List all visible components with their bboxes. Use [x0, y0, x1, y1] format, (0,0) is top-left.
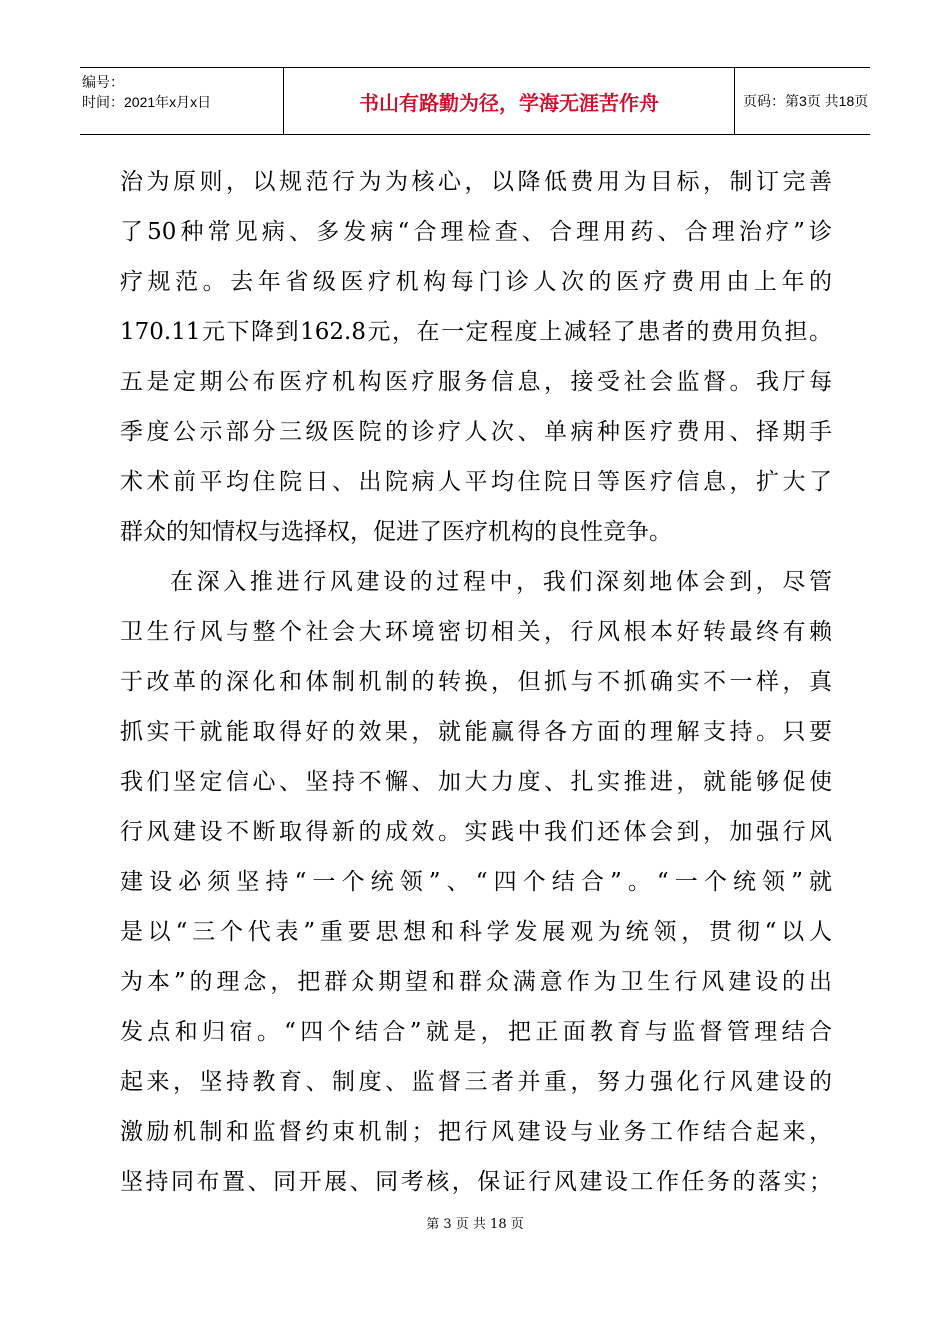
text-line: 170.11元下降到162.8元，在一定程度上减轻了患者的费用负担。 — [120, 319, 832, 345]
text-line: 五是定期公布医疗机构医疗服务信息，接受社会监督。我厅每 — [120, 369, 832, 395]
text-line: 为本”的理念，把群众期望和群众满意作为卫生行风建设的出 — [120, 969, 832, 995]
document-number-label: 编号： — [82, 74, 124, 90]
text-line: 坚持同布置、同开展、同考核，保证行风建设工作任务的落实； — [120, 1169, 832, 1195]
header-motto: 书山有路勤为径，学海无涯苦作舟 — [359, 90, 659, 115]
document-body — [120, 157, 832, 1207]
text-line: 我们坚定信心、坚持不懈、加大力度、扎实推进，就能够促使 — [120, 769, 832, 795]
text-line: 抓实干就能取得好的效果，就能赢得各方面的理解支持。只要 — [120, 719, 832, 745]
text-line: 激励机制和监督约束机制；把行风建设与业务工作结合起来， — [120, 1119, 832, 1145]
text-line: 发点和归宿。“四个结合”就是，把正面教育与监督管理结合 — [120, 1019, 832, 1045]
text-line: 季度公示部分三级医院的诊疗人次、单病种医疗费用、择期手 — [120, 419, 832, 445]
text-line: 在深入推进行风建设的过程中，我们深刻地体会到，尽管 — [170, 569, 832, 595]
page-header — [80, 67, 870, 135]
text-line: 群众的知情权与选择权，促进了医疗机构的良性竞争。 — [120, 519, 672, 545]
header-motto-cell — [283, 68, 735, 134]
text-line: 于改革的深化和体制机制的转换，但抓与不抓确实不一样，真 — [120, 669, 832, 695]
paragraph — [120, 157, 832, 557]
text-line: 治为原则，以规范行为为核心，以降低费用为目标，制订完善 — [120, 169, 832, 195]
paragraph — [120, 557, 832, 1207]
header-page-info: 页码：第3页 共18页 — [743, 93, 869, 109]
text-line: 卫生行风与整个社会大环境密切相关，行风根本好转最终有赖 — [120, 619, 832, 645]
text-line: 了50种常见病、多发病“合理检查、合理用药、合理治疗”诊 — [120, 219, 832, 245]
text-line: 起来，坚持教育、制度、监督三者并重，努力强化行风建设的 — [120, 1069, 832, 1095]
document-time-label: 时间：2021年x月x日 — [82, 94, 212, 110]
text-line: 疗规范。去年省级医疗机构每门诊人次的医疗费用由上年的 — [120, 269, 832, 295]
text-line: 术术前平均住院日、出院病人平均住院日等医疗信息，扩大了 — [120, 469, 832, 495]
text-line: 建设必须坚持“一个统领”、“四个结合”。“一个统领”就 — [120, 869, 832, 895]
page-footer: 第 3 页 共 18 页 — [426, 1217, 524, 1232]
text-line: 行风建设不断取得新的成效。实践中我们还体会到，加强行风 — [120, 819, 832, 845]
header-meta — [80, 68, 283, 134]
text-line: 是以“三个代表”重要思想和科学发展观为统领，贯彻“以人 — [120, 919, 832, 945]
